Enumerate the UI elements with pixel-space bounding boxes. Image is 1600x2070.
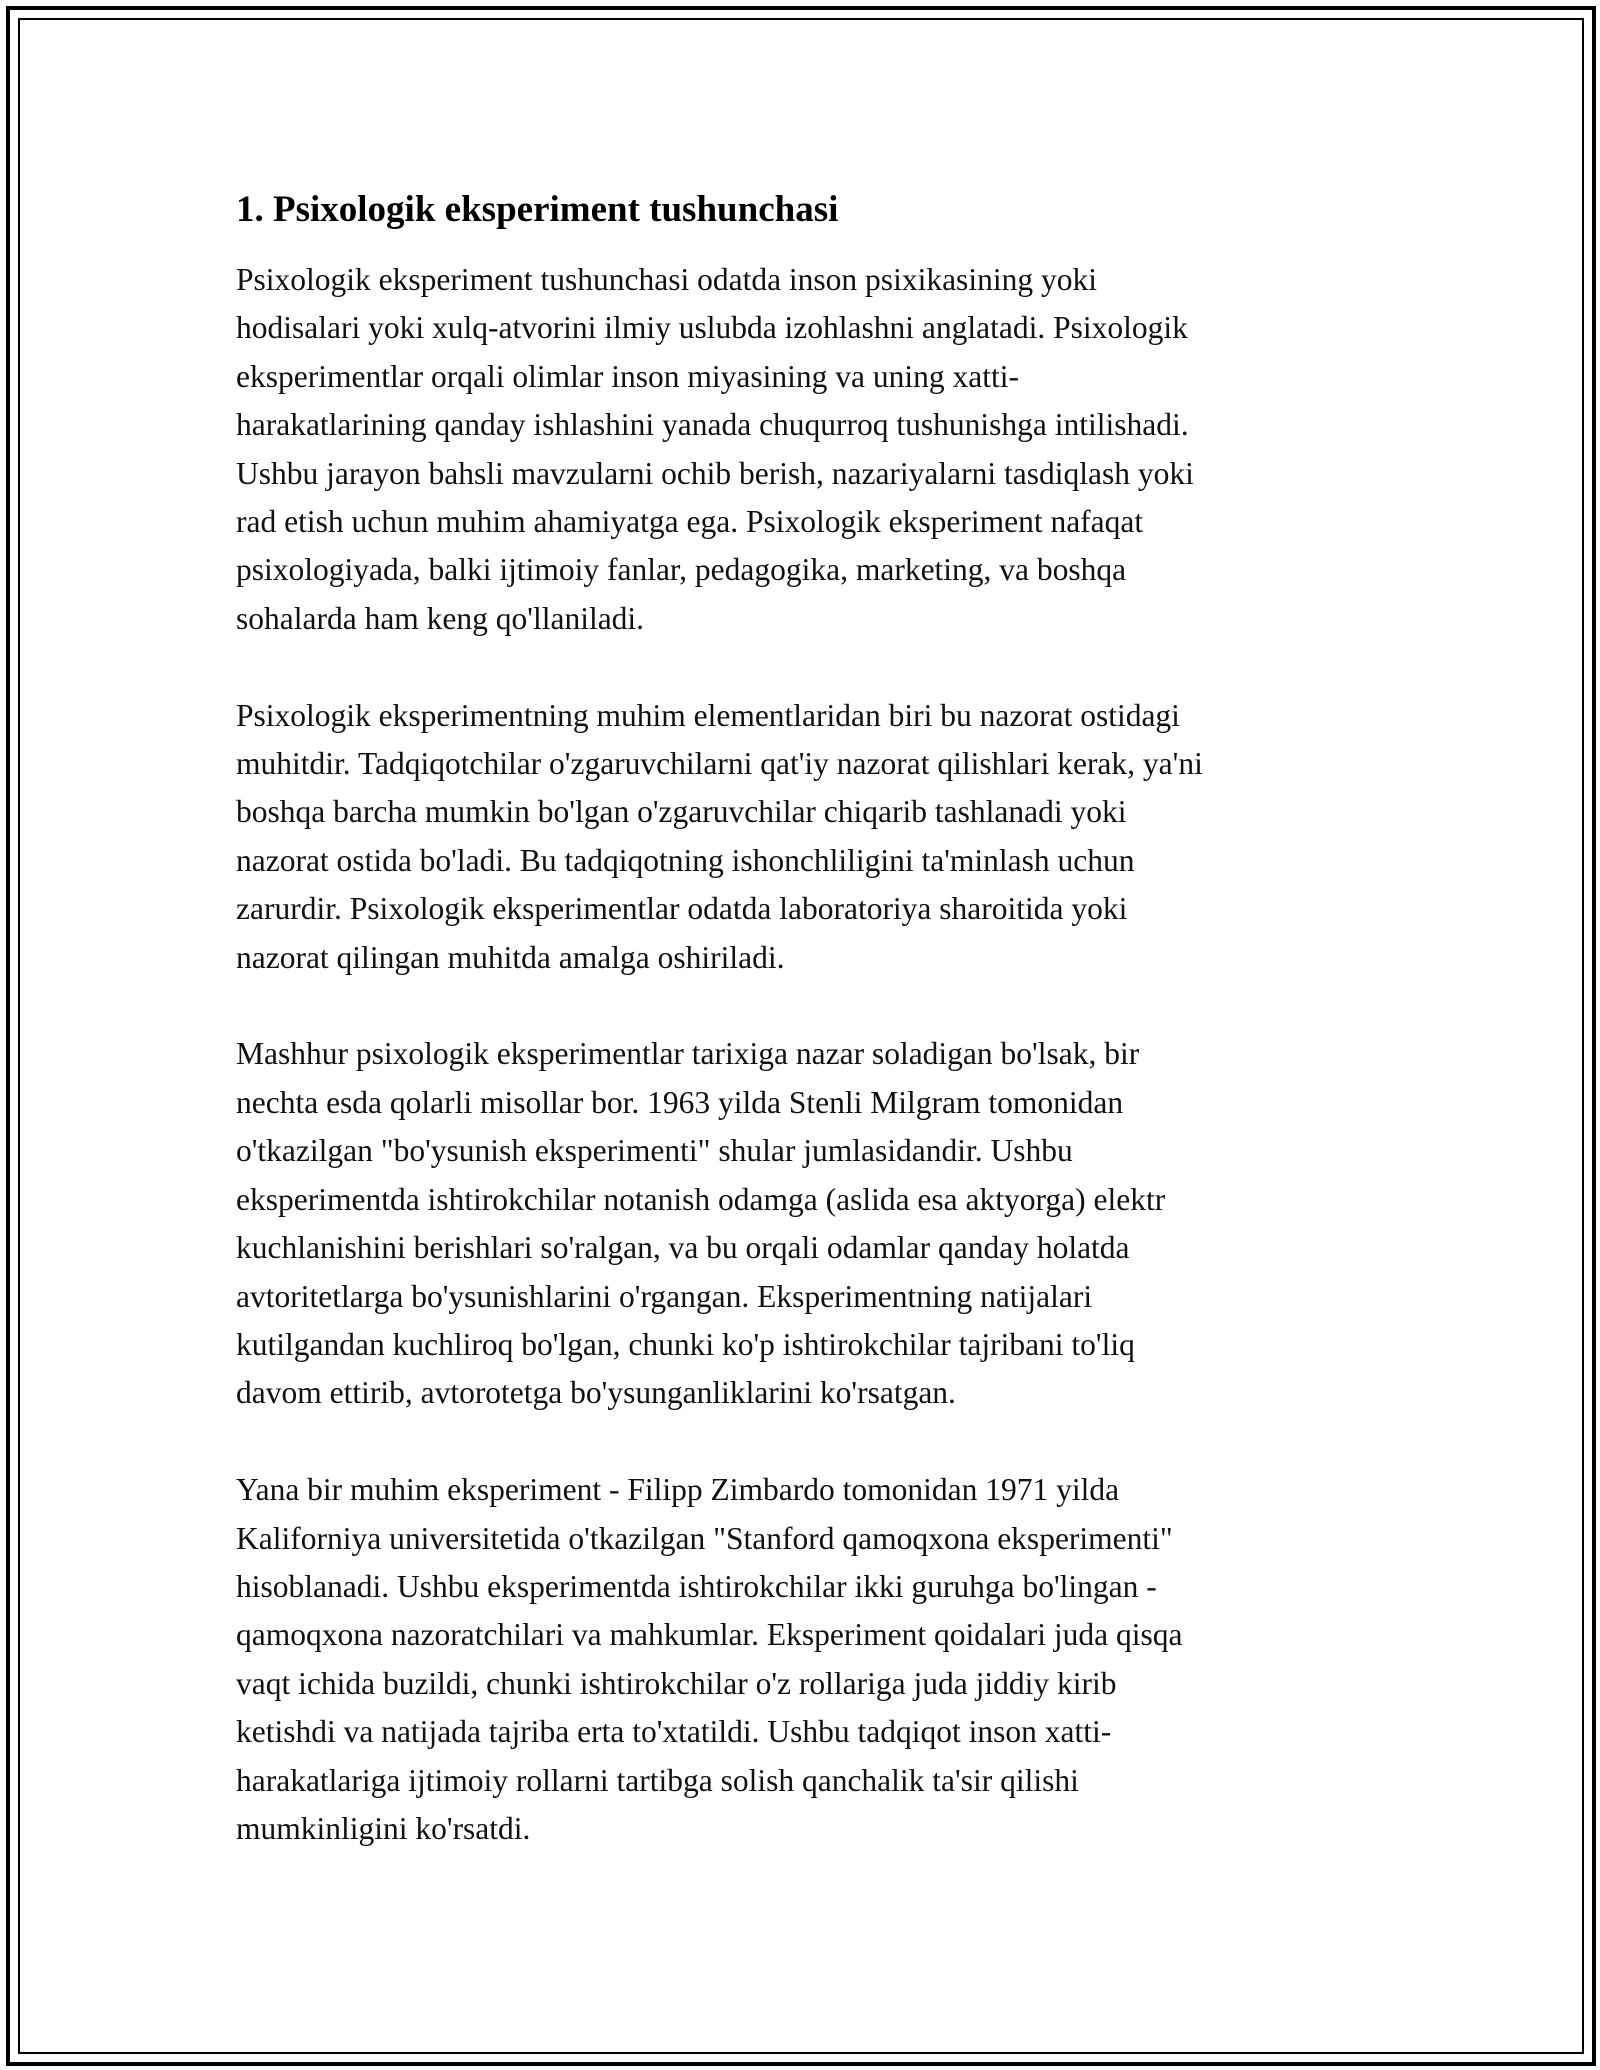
paragraph-line: o'tkazilgan "bo'ysunish eksperimenti" shular jumlasidandir. Ushbu (236, 1133, 1073, 1169)
section-heading: 1. Psixologik eksperiment tushunchasi (236, 189, 839, 230)
paragraph-line: ketishdi va natijada tajriba erta to'xtatildi. Ushbu tadqiqot inson xatti- (236, 1714, 1112, 1750)
paragraph-line: harakatlarining qanday ishlashini yanada chuqurroq tushunishga intilishadi. (236, 407, 1189, 443)
paragraph-line: Yana bir muhim eksperiment - Filipp Zimbardo tomonidan 1971 yilda (236, 1472, 1120, 1508)
paragraph-line: Psixologik eksperiment tushunchasi odatda inson psixikasining yoki (236, 262, 1097, 297)
paragraph-line: psixologiyada, balki ijtimoiy fanlar, pedagogika, marketing, va boshqa (236, 552, 1127, 588)
paragraph-line: nechta esda qolarli misollar bor. 1963 yilda Stenli Milgram tomonidan (236, 1084, 1124, 1120)
paragraph-line: qamoqxona nazoratchilari va mahkumlar. Eksperiment qoidalari juda qisqa (236, 1617, 1183, 1653)
paragraph-line: Ushbu jarayon bahsli mavzularni ochib berish, nazariyalarni tasdiqlash yoki (236, 455, 1194, 491)
document-body (236, 186, 1376, 1902)
paragraph-line: hisoblanadi. Ushbu eksperimentda ishtirokchilar ikki guruhga bo'lingan - (236, 1568, 1157, 1604)
paragraph-2 (236, 692, 1376, 982)
paragraph-line: nazorat ostida bo'ladi. Bu tadqiqotning ishonchliligini ta'minlash uchun (236, 842, 1135, 878)
paragraph-line: Kaliforniya universitetida o'tkazilgan "Stanford qamoqxona eksperimenti" (236, 1520, 1173, 1556)
paragraph-line: Mashhur psixologik eksperimentlar tarixiga nazar soladigan bo'lsak, bir (236, 1036, 1140, 1072)
paragraph-line: sohalarda ham keng qo'llaniladi. (236, 600, 645, 636)
paragraph-line: zarurdir. Psixologik eksperimentlar odatda laboratoriya sharoitida yoki (236, 891, 1128, 927)
paragraph-line: mumkinligini ko'rsatdi. (236, 1810, 531, 1846)
paragraph-line: harakatlariga ijtimoiy rollarni tartibga solish qanchalik ta'sir qilishi (236, 1762, 1079, 1798)
paragraph-line: boshqa barcha mumkin bo'lgan o'zgaruvchilar chiqarib tashlanadi yoki (236, 794, 1127, 830)
paragraph-line: vaqt ichida buzildi, chunki ishtirokchilar o'z rollariga juda jiddiy kirib (236, 1665, 1117, 1701)
paragraph-line: eksperimentda ishtirokchilar notanish odamga (aslida esa aktyorga) elektr (236, 1181, 1166, 1217)
paragraph-line: kuchlanishini berishlari so'ralgan, va bu orqali odamlar qanday holatda (236, 1230, 1130, 1266)
paragraph-line: kutilgandan kuchliroq bo'lgan, chunki ko'p ishtirokchilar tajribani to'liq (236, 1326, 1135, 1362)
paragraph-4 (236, 1466, 1376, 1853)
paragraph-line: davom ettirib, avtorotetga bo'ysunganliklarini ko'rsatgan. (236, 1375, 956, 1411)
paragraph-line: eksperimentlar orqali olimlar inson miyasining va uning xatti- (236, 358, 1019, 394)
paragraph-3 (236, 1030, 1376, 1417)
paragraph-line: muhitdir. Tadqiqotchilar o'zgaruvchilarni qat'iy nazorat qilishlari kerak, ya'ni (236, 746, 1203, 782)
paragraph-line: hodisalari yoki xulq-atvorini ilmiy uslubda izohlashni anglatadi. Psixologik (236, 310, 1188, 346)
paragraph-1 (236, 256, 1376, 643)
paragraph-line: rad etish uchun muhim ahamiyatga ega. Psixologik eksperiment nafaqat (236, 504, 1144, 540)
paragraph-line: avtoritetlarga bo'ysunishlarini o'rgangan. Eksperimentning natijalari (236, 1278, 1093, 1314)
paragraph-line: nazorat qilingan muhitda amalga oshiriladi. (236, 939, 785, 975)
paragraph-line: Psixologik eksperimentning muhim elementlaridan biri bu nazorat ostidagi (236, 697, 1180, 733)
